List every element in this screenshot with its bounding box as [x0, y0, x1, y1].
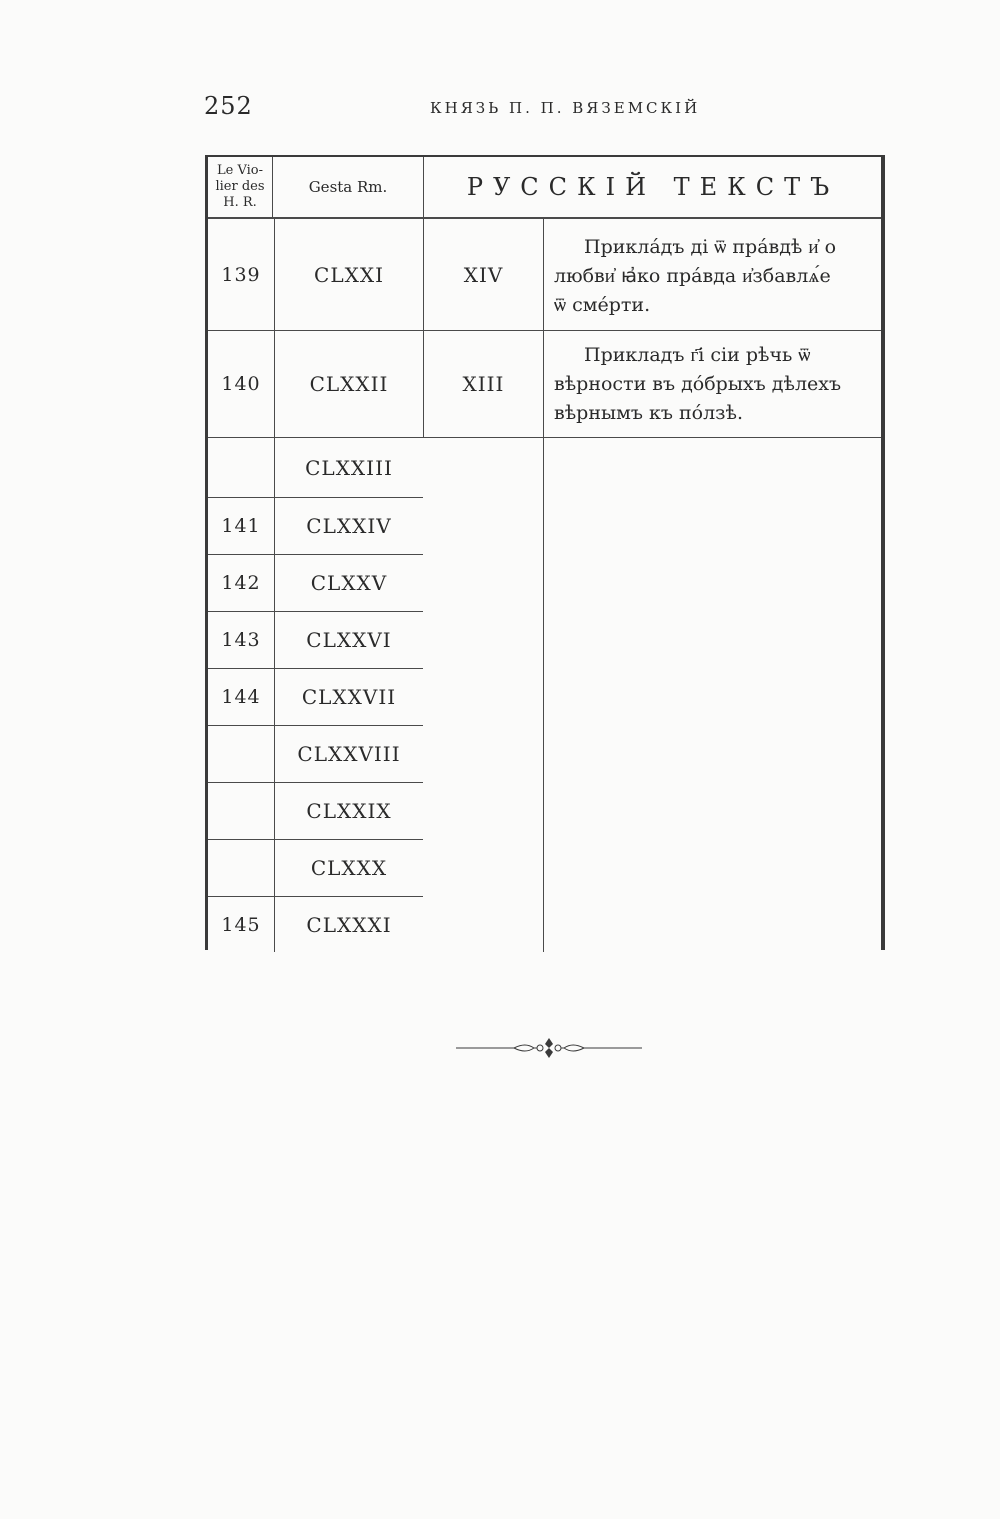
violier-number: 141	[221, 515, 261, 537]
header-gesta: Gesta Rm.	[308, 178, 388, 196]
text-line: любви҆ ꙗ҆ко прáвда и҆збавлѧ́е	[554, 265, 831, 287]
gesta-number: CLXXX	[310, 856, 388, 880]
violier-number: 142	[221, 572, 261, 594]
header-violier-line: H. R.	[223, 195, 257, 210]
russian-number: XIV	[463, 262, 504, 287]
page-number: 252	[204, 92, 253, 120]
gesta-number: CLXXIV	[306, 514, 392, 538]
text-line: Прикладъ г҃і сіи рѣчь ѿ	[584, 344, 811, 366]
text-line: Приклáдъ ді ѿ прáвдѣ и҆ о	[584, 236, 837, 258]
gesta-number: CLXXXI	[306, 912, 392, 937]
fleuron-divider-icon	[456, 1036, 642, 1060]
violier-number	[208, 438, 274, 497]
russian-number: XIII	[462, 372, 505, 396]
violier-number: 145	[221, 913, 261, 936]
gesta-number: CLXXVII	[301, 685, 397, 709]
violier-number: 144	[221, 686, 261, 708]
text-line: вѣрности въ дóбрыхъ дѣлехъ	[554, 373, 842, 395]
concordance-table	[205, 155, 885, 950]
text-line: ѿ смéрти.	[554, 294, 651, 316]
gesta-number: CLXXIX	[306, 799, 392, 823]
violier-number: 140	[221, 373, 261, 395]
violier-number	[208, 840, 274, 896]
violier-number	[208, 783, 274, 839]
header-violier-line: lier des	[215, 179, 265, 194]
header-russian-text: РУССКІЙ ТЕКСТЪ	[466, 173, 840, 201]
header-violier-line: Le Vio-	[217, 163, 263, 178]
gesta-number: CLXXIII	[305, 455, 393, 480]
violier-number: 143	[221, 629, 261, 651]
russian-text-entry	[554, 341, 876, 428]
gesta-number: CLXXVI	[306, 628, 392, 652]
gesta-number: CLXXI	[314, 262, 384, 287]
violier-number: 139	[221, 263, 261, 286]
violier-number	[208, 726, 274, 782]
column-divider	[543, 219, 544, 952]
header-violier	[208, 157, 272, 217]
text-line: вѣрнымъ къ пóлзѣ.	[554, 402, 744, 424]
gesta-number: CLXXV	[310, 571, 388, 595]
gesta-number: CLXXVIII	[297, 742, 401, 766]
gesta-number: CLXXII	[309, 372, 389, 396]
running-title: КНЯЗЬ П. П. ВЯЗЕМСКІЙ	[430, 99, 701, 117]
russian-text-entry	[554, 233, 876, 320]
